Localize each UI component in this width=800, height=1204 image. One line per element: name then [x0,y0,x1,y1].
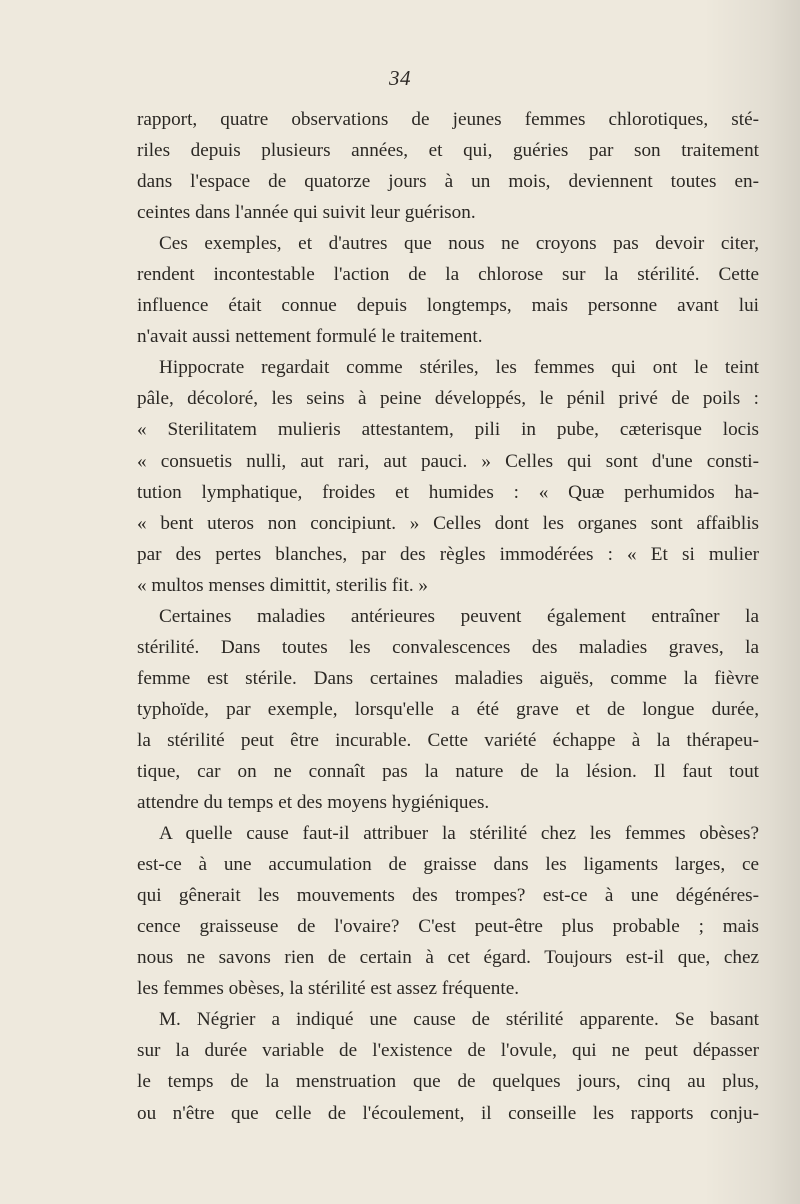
text-line: sur la durée variable de l'existence de l'ovule, qui ne peut dépasser [137,1040,759,1062]
text-line: « bent uteros non concipiunt. » Celles dont les organes sont affaiblis [137,512,759,534]
text-line: pâle, décoloré, les seins à peine développés, le pénil privé de poils : [137,388,759,410]
text-line: dans l'espace de quatorze jours à un mois, deviennent toutes en- [137,171,759,193]
text-line: « consuetis nulli, aut rari, aut pauci. » Celles qui sont d'une consti- [137,450,759,472]
text-line: cence graisseuse de l'ovaire? C'est peut-être plus probable ; mais [137,916,759,938]
text-line: tique, car on ne connaît pas la nature de la lésion. Il faut tout [137,760,759,782]
body-text [137,104,759,1129]
text-line: A quelle cause faut-il attribuer la stérilité chez les femmes obèses? [159,823,759,845]
text-line: les femmes obèses, la stérilité est assez fréquente. [137,978,520,1000]
text-line: nous ne savons rien de certain à cet égard. Toujours est-il que, chez [137,947,759,969]
text-line: n'avait aussi nettement formulé le traitement. [137,326,483,348]
text-line: femme est stérile. Dans certaines maladies aiguës, comme la fièvre [137,667,759,689]
text-line: tution lymphatique, froides et humides : « Quæ perhumidos ha- [137,481,759,503]
text-line: influence était connue depuis longtemps, mais personne avant lui [137,295,759,317]
text-line: stérilité. Dans toutes les convalescences des maladies graves, la [137,636,759,658]
text-line: ou n'être que celle de l'écoulement, il conseille les rapports conju- [137,1102,759,1124]
text-line: rendent incontestable l'action de la chlorose sur la stérilité. Cette [137,264,759,286]
text-line: M. Négrier a indiqué une cause de stérilité apparente. Se basant [159,1009,759,1031]
text-line: « multos menses dimittit, sterilis fit. » [137,574,429,596]
text-line: attendre du temps et des moyens hygiéniques. [137,792,490,814]
text-line: est-ce à une accumulation de graisse dans les ligaments larges, ce [137,854,759,876]
text-line: la stérilité peut être incurable. Cette variété échappe à la thérapeu- [137,729,759,751]
text-line: typhoïde, par exemple, lorsqu'elle a été grave et de longue durée, [137,698,759,720]
text-line: le temps de la menstruation que de quelques jours, cinq au plus, [137,1071,759,1093]
text-line: Hippocrate regardait comme stériles, les femmes qui ont le teint [159,357,759,379]
text-line: Ces exemples, et d'autres que nous ne croyons pas devoir citer, [159,233,759,255]
page-number: 34 [389,66,411,90]
text-line: Certaines maladies antérieures peuvent également entraîner la [159,605,759,627]
text-line: « Sterilitatem mulieris attestantem, pili in pube, cæterisque locis [137,419,759,441]
text-line: rapport, quatre observations de jeunes femmes chlorotiques, sté- [137,109,759,130]
text-line: par des pertes blanches, par des règles immodérées : « Et si mulier [137,543,759,565]
text-line: riles depuis plusieurs années, et qui, guéries par son traitement [137,140,759,162]
text-line: ceintes dans l'année qui suivit leur guérison. [137,202,476,224]
text-line: qui gênerait les mouvements des trompes? est-ce à une dégénéres- [137,885,759,907]
